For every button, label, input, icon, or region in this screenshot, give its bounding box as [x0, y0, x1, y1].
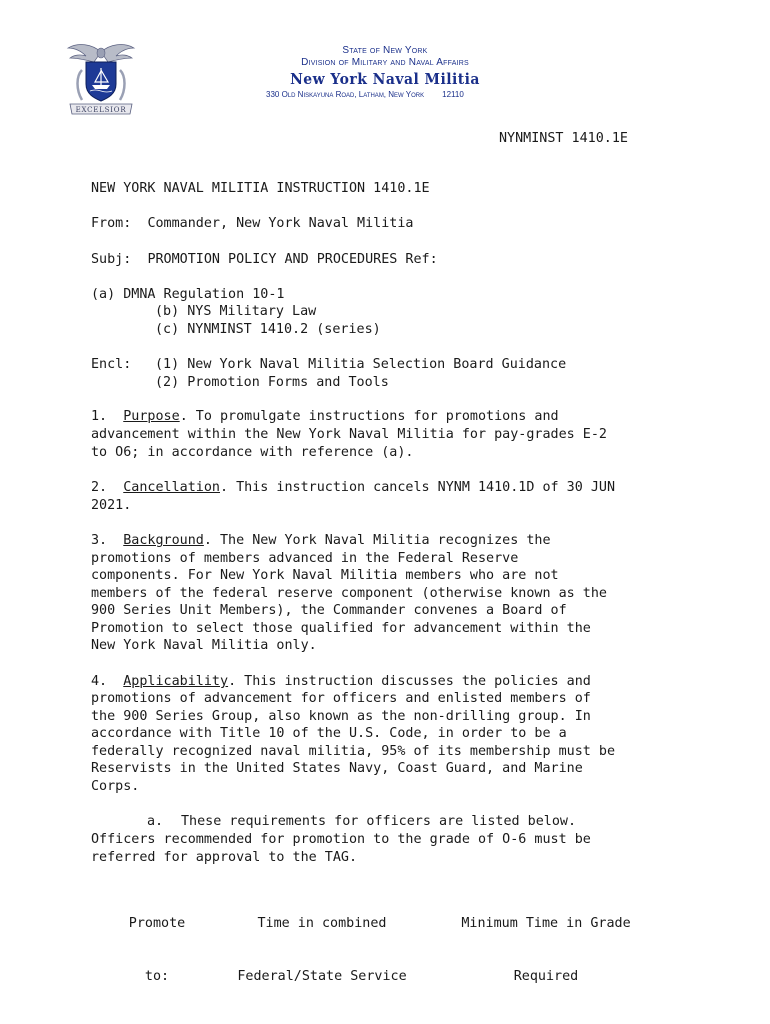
section-heading-applicability: Applicability [123, 674, 229, 689]
letterhead [250, 45, 520, 101]
subject-line [91, 251, 438, 268]
table-header-line: Minimum Time in Grade [461, 916, 631, 932]
table-header-line: Promote [128, 916, 186, 932]
section-text: . This instruction discusses the policies and [228, 674, 591, 689]
section-3-line-2: promotions of members advanced in the Federal Reserve [91, 551, 519, 566]
subject-label: Subj: [91, 252, 132, 267]
from-label: From: [91, 216, 132, 231]
from-line [91, 215, 413, 232]
section-text: . The New York Naval Militia recognizes the [203, 533, 551, 548]
section-3 [91, 532, 551, 549]
section-3-line-3: components. For New York Naval Militia members who are not [91, 568, 559, 583]
reference-b: (b) NYS Military Law [155, 304, 317, 319]
table-header-line: Required [513, 968, 579, 984]
section-3-line-4: members of the federal reserve component (otherwise known as the [91, 586, 607, 601]
table-header-line: to: [144, 968, 170, 984]
reference-c: (c) NYNMINST 1410.2 (series) [155, 322, 381, 337]
subject-value: PROMOTION POLICY AND PROCEDURES Ref: [147, 252, 438, 267]
table-header-promote-to [112, 880, 202, 1021]
section-text: . To promulgate instructions for promotions and [179, 409, 559, 424]
section-number: 3. [91, 533, 108, 548]
section-4-line-6: Reservists in the United States Navy, Coast Guard, and Marine [91, 761, 583, 776]
from-value: Commander, New York Naval Militia [147, 216, 414, 231]
section-3-line-7: New York Naval Militia only. [91, 638, 317, 653]
para-a-line-2: Officers recommended for promotion to the grade of O-6 must be [91, 832, 591, 847]
section-text: . This instruction cancels NYNM 1410.1D of 30 JUN [220, 480, 616, 495]
para-a-line-1: These requirements for officers are listed below. [181, 814, 577, 829]
enclosure-item-2: (2) Promotion Forms and Tools [155, 375, 389, 390]
section-4-line-2: promotions of advancement for officers and enlisted members of [91, 691, 591, 706]
enclosure-item-1: (1) New York Naval Militia Selection Board Guidance [155, 357, 567, 372]
table-header-line: Time in combined [257, 916, 387, 932]
table-header-line: Federal/State Service [237, 968, 407, 984]
address-zip: 12110 [442, 90, 464, 99]
table-header-time-combined-service [212, 880, 432, 1021]
enclosure-label: Encl: [91, 357, 132, 372]
document-title: NEW YORK NAVAL MILITIA INSTRUCTION 1410.1E [91, 181, 430, 196]
section-2-line-2: 2021. [91, 498, 132, 513]
section-4-line-4: accordance with Title 10 of the U.S. Code, in order to be a [91, 726, 567, 741]
section-heading-purpose: Purpose [123, 409, 180, 424]
letterhead-org-name: New York Naval Militia [290, 70, 480, 88]
letterhead-address [250, 89, 520, 101]
section-1-line-2: advancement within the New York Naval Militia for pay-grades E-2 [91, 427, 607, 442]
section-3-line-5: 900 Series Unit Members), the Commander convenes a Board of [91, 603, 567, 618]
section-4-line-3: the 900 Series Group, also known as the non-drilling group. In [91, 709, 591, 724]
section-4 [91, 673, 591, 690]
para-a-line-3: referred for approval to the TAG. [91, 850, 358, 865]
section-number: 1. [91, 409, 108, 424]
section-1-line-3: to O6; in accordance with reference (a). [91, 445, 414, 460]
para-a-label: a. [147, 814, 164, 829]
document-number: NYNMINST 1410.1E [499, 131, 628, 146]
letterhead-division: Division of Military and Naval Affairs [301, 57, 469, 68]
letterhead-state: State of New York [342, 45, 428, 56]
section-number: 4. [91, 674, 108, 689]
state-seal-icon [64, 40, 138, 120]
section-number: 2. [91, 480, 108, 495]
section-heading-cancellation: Cancellation [123, 480, 220, 495]
reference-a: (a) DMNA Regulation 10-1 [91, 287, 285, 302]
section-4-line-7: Corps. [91, 779, 140, 794]
table-header-minimum-time-in-grade [440, 880, 652, 1021]
section-1 [91, 408, 559, 425]
section-heading-background: Background [123, 533, 204, 548]
address-text: 330 Old Niskayuna Road, Latham, New York [266, 90, 425, 99]
section-2 [91, 479, 615, 496]
section-3-line-6: Promotion to select those qualified for advancement within the [91, 621, 591, 636]
seal-motto: EXCELSIOR [75, 106, 127, 114]
section-4-line-5: federally recognized naval militia, 95% of its membership must be [91, 744, 616, 759]
